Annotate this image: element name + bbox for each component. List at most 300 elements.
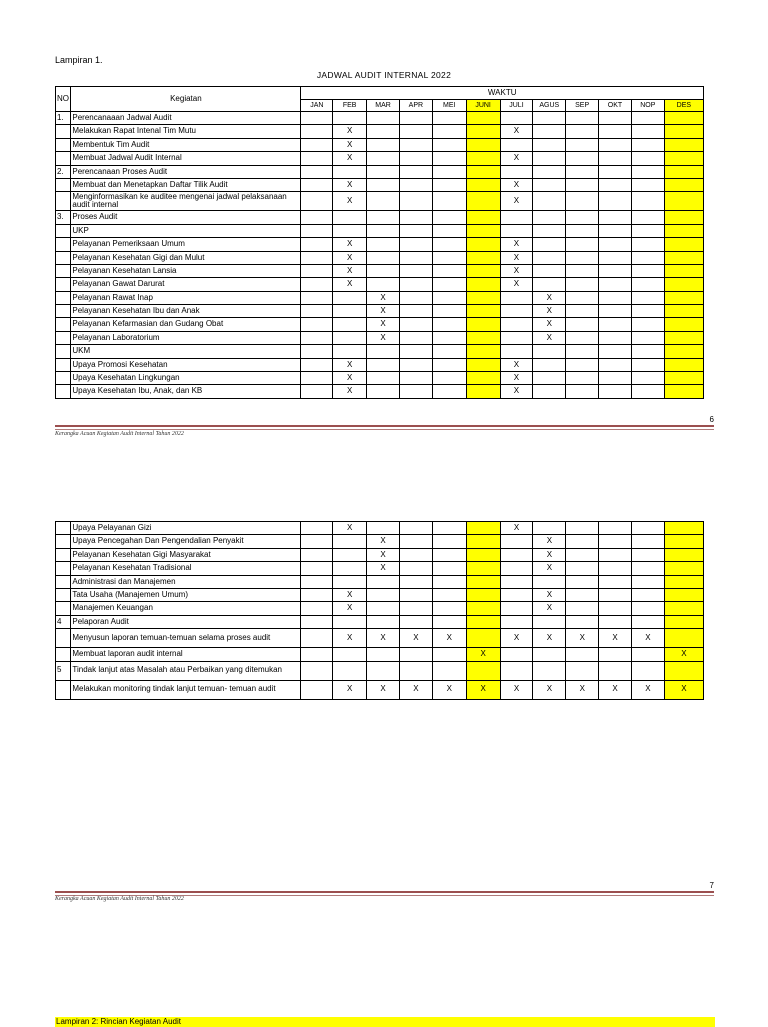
month-cell-mei xyxy=(432,125,466,138)
month-cell-jan xyxy=(301,522,333,535)
month-cell-mei xyxy=(432,535,466,548)
month-cell-feb: X xyxy=(333,192,367,211)
table-row xyxy=(56,264,704,277)
month-cell-juli xyxy=(500,588,533,601)
month-cell-des xyxy=(664,575,703,588)
month-header-nop: NOP xyxy=(631,100,664,112)
month-cell-agus: X xyxy=(533,291,566,304)
month-cell-jan xyxy=(301,112,333,125)
month-cell-okt xyxy=(599,305,632,318)
header-no: NO xyxy=(56,87,71,112)
month-cell-nop xyxy=(631,358,664,371)
month-cell-juli xyxy=(500,211,533,224)
month-cell-okt xyxy=(599,125,632,138)
month-cell-juni xyxy=(466,211,500,224)
month-cell-okt: X xyxy=(599,629,632,648)
month-cell-agus xyxy=(533,278,566,291)
month-cell-mar xyxy=(367,152,400,165)
activity-label: Pelayanan Kesehatan Lansia xyxy=(71,264,301,277)
month-cell-juni xyxy=(466,331,500,344)
month-cell-juli: X xyxy=(500,264,533,277)
month-cell-mar xyxy=(367,224,400,237)
month-cell-des xyxy=(664,251,703,264)
month-cell-des xyxy=(664,331,703,344)
activity-label: Upaya Promosi Kesehatan xyxy=(71,358,301,371)
activity-label: UKM xyxy=(71,345,301,358)
activity-label: Melakukan Rapat Intenal Tim Mutu xyxy=(71,125,301,138)
month-cell-jan xyxy=(301,575,333,588)
month-cell-feb xyxy=(333,165,367,178)
month-cell-juni xyxy=(466,138,500,151)
activity-label: Pelayanan Gawat Darurat xyxy=(71,278,301,291)
month-cell-apr xyxy=(399,548,432,561)
month-cell-mar xyxy=(367,345,400,358)
month-cell-jan xyxy=(301,661,333,680)
month-header-agus: AGUS xyxy=(533,100,566,112)
month-cell-sep xyxy=(566,291,599,304)
month-cell-nop xyxy=(631,318,664,331)
month-cell-nop xyxy=(631,178,664,191)
month-cell-okt xyxy=(599,264,632,277)
month-cell-mei: X xyxy=(432,629,466,648)
month-cell-okt xyxy=(599,535,632,548)
month-cell-mar xyxy=(367,138,400,151)
month-cell-sep xyxy=(566,305,599,318)
month-cell-jan xyxy=(301,178,333,191)
month-cell-des xyxy=(664,224,703,237)
month-cell-des xyxy=(664,264,703,277)
month-cell-mar xyxy=(367,178,400,191)
month-cell-agus xyxy=(533,264,566,277)
month-cell-sep xyxy=(566,385,599,398)
month-cell-feb xyxy=(333,648,367,661)
month-cell-juni xyxy=(466,385,500,398)
month-cell-feb xyxy=(333,562,367,575)
activity-label: Perencanaan Proses Audit xyxy=(71,165,301,178)
month-cell-apr xyxy=(399,345,432,358)
month-cell-agus xyxy=(533,192,566,211)
month-cell-juli: X xyxy=(500,125,533,138)
month-cell-juni xyxy=(466,152,500,165)
month-cell-feb xyxy=(333,291,367,304)
month-cell-sep xyxy=(566,318,599,331)
month-cell-juni xyxy=(466,238,500,251)
month-cell-okt xyxy=(599,165,632,178)
month-cell-mei xyxy=(432,548,466,561)
month-cell-sep xyxy=(566,165,599,178)
header-kegiatan: Kegiatan xyxy=(71,87,301,112)
month-cell-juli xyxy=(500,291,533,304)
month-cell-sep xyxy=(566,178,599,191)
month-cell-des xyxy=(664,358,703,371)
table-row xyxy=(56,291,704,304)
month-cell-mei xyxy=(432,331,466,344)
activity-label: Perencanaaan Jadwal Audit xyxy=(71,112,301,125)
table-row xyxy=(56,251,704,264)
month-cell-mei xyxy=(432,575,466,588)
month-cell-sep xyxy=(566,615,599,628)
row-number xyxy=(56,522,71,535)
month-cell-mar xyxy=(367,385,400,398)
month-cell-apr xyxy=(399,305,432,318)
month-cell-juli xyxy=(500,648,533,661)
activity-label: Pelayanan Laboratorium xyxy=(71,331,301,344)
month-cell-feb: X xyxy=(333,238,367,251)
month-cell-mar xyxy=(367,211,400,224)
month-cell-juli: X xyxy=(500,385,533,398)
month-cell-okt xyxy=(599,238,632,251)
month-cell-mei xyxy=(432,358,466,371)
month-cell-apr xyxy=(399,318,432,331)
month-cell-juni: X xyxy=(466,648,500,661)
month-cell-nop xyxy=(631,138,664,151)
month-cell-apr xyxy=(399,562,432,575)
month-cell-okt xyxy=(599,138,632,151)
month-cell-agus xyxy=(533,385,566,398)
month-cell-jan xyxy=(301,152,333,165)
month-cell-sep xyxy=(566,562,599,575)
month-cell-okt xyxy=(599,385,632,398)
month-cell-okt xyxy=(599,224,632,237)
month-header-apr: APR xyxy=(399,100,432,112)
month-cell-juli: X xyxy=(500,522,533,535)
month-cell-juni xyxy=(466,165,500,178)
month-cell-okt xyxy=(599,548,632,561)
month-cell-feb: X xyxy=(333,152,367,165)
row-number xyxy=(56,575,71,588)
month-cell-apr xyxy=(399,602,432,615)
month-cell-mei xyxy=(432,264,466,277)
month-cell-nop xyxy=(631,251,664,264)
month-cell-sep xyxy=(566,345,599,358)
month-cell-apr xyxy=(399,522,432,535)
month-cell-mar: X xyxy=(367,291,400,304)
month-cell-nop xyxy=(632,602,665,615)
month-cell-feb: X xyxy=(333,522,367,535)
month-cell-agus xyxy=(533,178,566,191)
table-row xyxy=(56,138,704,151)
month-cell-mei xyxy=(432,251,466,264)
month-cell-juli xyxy=(500,331,533,344)
month-cell-agus: X xyxy=(533,305,566,318)
month-cell-sep xyxy=(566,548,599,561)
month-cell-agus: X xyxy=(533,535,566,548)
month-cell-agus: X xyxy=(533,629,566,648)
month-cell-agus: X xyxy=(533,680,566,699)
month-cell-mei xyxy=(432,588,466,601)
month-cell-jan xyxy=(301,125,333,138)
month-cell-okt xyxy=(599,318,632,331)
page-number: 6 xyxy=(709,415,714,424)
month-cell-mei xyxy=(432,238,466,251)
month-header-juni: JUNI xyxy=(466,100,500,112)
table-row xyxy=(56,385,704,398)
month-cell-jan xyxy=(301,165,333,178)
month-cell-sep xyxy=(566,112,599,125)
activity-label: Membuat laporan audit internal xyxy=(71,648,301,661)
month-cell-mar xyxy=(367,238,400,251)
month-cell-agus: X xyxy=(533,548,566,561)
month-cell-des xyxy=(664,602,703,615)
month-header-feb: FEB xyxy=(333,100,367,112)
month-cell-jan xyxy=(301,562,333,575)
row-number xyxy=(56,562,71,575)
month-cell-okt xyxy=(599,522,632,535)
month-cell-nop xyxy=(631,264,664,277)
month-cell-des xyxy=(664,562,703,575)
month-cell-juli xyxy=(500,165,533,178)
month-cell-nop: X xyxy=(632,629,665,648)
month-cell-agus xyxy=(533,238,566,251)
row-number xyxy=(56,588,71,601)
table-row xyxy=(56,224,704,237)
month-cell-jan xyxy=(301,264,333,277)
month-cell-okt xyxy=(599,615,632,628)
month-cell-mar: X xyxy=(367,548,400,561)
month-cell-nop xyxy=(632,535,665,548)
month-cell-mar: X xyxy=(367,318,400,331)
month-cell-mar: X xyxy=(367,629,400,648)
month-cell-agus xyxy=(533,661,566,680)
activity-label: Administrasi dan Manajemen xyxy=(71,575,301,588)
month-cell-mei xyxy=(432,152,466,165)
month-cell-jan xyxy=(301,318,333,331)
table-row xyxy=(56,358,704,371)
table-row xyxy=(56,661,704,680)
row-number xyxy=(56,372,71,385)
month-cell-agus: X xyxy=(533,318,566,331)
month-cell-feb: X xyxy=(333,264,367,277)
month-cell-juni xyxy=(466,192,500,211)
month-cell-sep xyxy=(566,648,599,661)
month-cell-sep: X xyxy=(566,680,599,699)
month-cell-mei xyxy=(432,345,466,358)
table-row xyxy=(56,535,704,548)
month-cell-juli: X xyxy=(500,372,533,385)
month-cell-apr xyxy=(399,238,432,251)
activity-label: Pelayanan Kefarmasian dan Gudang Obat xyxy=(71,318,301,331)
activity-label: Pelayanan Kesehatan Gigi Masyarakat xyxy=(71,548,301,561)
month-cell-nop xyxy=(631,385,664,398)
page-number: 7 xyxy=(709,881,714,890)
month-cell-nop xyxy=(631,112,664,125)
header-waktu: WAKTU xyxy=(301,87,704,100)
month-cell-nop xyxy=(632,575,665,588)
month-cell-juli xyxy=(500,615,533,628)
activity-label: UKP xyxy=(71,224,301,237)
month-cell-feb xyxy=(333,305,367,318)
row-number xyxy=(56,125,71,138)
month-cell-jan xyxy=(301,331,333,344)
month-cell-sep: X xyxy=(566,629,599,648)
month-cell-juni xyxy=(466,575,500,588)
month-cell-des xyxy=(664,385,703,398)
row-number xyxy=(56,224,71,237)
footer-rule xyxy=(55,425,714,430)
table-row xyxy=(56,588,704,601)
month-cell-mar xyxy=(367,661,400,680)
month-cell-nop xyxy=(631,278,664,291)
activity-label: Tata Usaha (Manajemen Umum) xyxy=(71,588,301,601)
row-number xyxy=(56,602,71,615)
month-cell-okt xyxy=(599,178,632,191)
month-cell-apr xyxy=(399,264,432,277)
month-cell-mei xyxy=(432,305,466,318)
month-cell-juli xyxy=(500,602,533,615)
month-cell-mei xyxy=(432,661,466,680)
month-cell-mei xyxy=(432,602,466,615)
month-cell-juli xyxy=(500,562,533,575)
month-cell-feb: X xyxy=(333,680,367,699)
month-cell-apr xyxy=(399,178,432,191)
row-number xyxy=(56,535,71,548)
month-cell-juni xyxy=(466,548,500,561)
row-number xyxy=(56,648,71,661)
month-cell-nop: X xyxy=(632,680,665,699)
month-cell-des xyxy=(664,192,703,211)
activity-label: Membentuk Tim Audit xyxy=(71,138,301,151)
table-row xyxy=(56,318,704,331)
month-cell-juli: X xyxy=(500,629,533,648)
month-cell-juni xyxy=(466,358,500,371)
month-header-mei: MEI xyxy=(432,100,466,112)
activity-label: Membuat dan Menetapkan Daftar Tilik Audit xyxy=(71,178,301,191)
month-cell-sep xyxy=(566,152,599,165)
table-row xyxy=(56,629,704,648)
table-row xyxy=(56,648,704,661)
month-cell-nop xyxy=(631,305,664,318)
month-cell-mar: X xyxy=(367,680,400,699)
month-cell-juli xyxy=(500,345,533,358)
month-cell-jan xyxy=(301,278,333,291)
month-cell-feb: X xyxy=(333,588,367,601)
month-cell-agus xyxy=(533,152,566,165)
month-cell-des xyxy=(664,291,703,304)
month-cell-feb: X xyxy=(333,251,367,264)
month-cell-apr xyxy=(399,385,432,398)
month-cell-des xyxy=(664,278,703,291)
month-header-sep: SEP xyxy=(566,100,599,112)
table-row xyxy=(56,562,704,575)
month-cell-sep xyxy=(566,224,599,237)
row-number xyxy=(56,385,71,398)
month-cell-apr xyxy=(399,224,432,237)
month-cell-agus xyxy=(533,125,566,138)
month-cell-mar xyxy=(367,372,400,385)
month-cell-mar xyxy=(367,615,400,628)
month-cell-nop xyxy=(632,588,665,601)
page-footer: Kerangka Acuan Kegiatan Audit Internal Tahun 2022 xyxy=(55,431,184,437)
month-cell-mar xyxy=(367,165,400,178)
activity-label: Menginformasikan ke auditee mengenai jadwal pelaksanaan audit internal xyxy=(71,192,301,211)
month-cell-mei xyxy=(432,562,466,575)
month-cell-juli xyxy=(500,535,533,548)
month-cell-agus: X xyxy=(533,331,566,344)
month-cell-agus: X xyxy=(533,602,566,615)
month-cell-nop xyxy=(632,562,665,575)
month-cell-mei xyxy=(432,224,466,237)
month-cell-apr xyxy=(399,575,432,588)
row-number: 1. xyxy=(56,112,71,125)
month-cell-jan xyxy=(301,291,333,304)
row-number xyxy=(56,680,71,699)
month-cell-mei xyxy=(432,192,466,211)
row-number xyxy=(56,358,71,371)
month-cell-nop xyxy=(632,522,665,535)
month-cell-apr: X xyxy=(399,629,432,648)
month-cell-juli: X xyxy=(500,251,533,264)
row-number xyxy=(56,264,71,277)
table-row xyxy=(56,345,704,358)
month-cell-apr xyxy=(399,211,432,224)
month-cell-juli xyxy=(500,138,533,151)
month-cell-mar: X xyxy=(367,562,400,575)
month-cell-jan xyxy=(301,602,333,615)
table-row xyxy=(56,192,704,211)
month-cell-nop xyxy=(631,125,664,138)
month-cell-mar xyxy=(367,251,400,264)
row-number xyxy=(56,345,71,358)
month-cell-juni xyxy=(466,305,500,318)
month-cell-apr xyxy=(399,112,432,125)
month-cell-des xyxy=(664,548,703,561)
month-cell-jan xyxy=(301,680,333,699)
month-cell-okt: X xyxy=(599,680,632,699)
month-cell-sep xyxy=(566,535,599,548)
month-cell-jan xyxy=(301,535,333,548)
month-cell-jan xyxy=(301,138,333,151)
month-cell-okt xyxy=(599,588,632,601)
month-cell-apr xyxy=(399,125,432,138)
month-cell-juni xyxy=(466,615,500,628)
month-cell-feb: X xyxy=(333,629,367,648)
activity-label: Menyusun laporan temuan-temuan selama proses audit xyxy=(71,629,301,648)
month-cell-mar xyxy=(367,278,400,291)
activity-label: Manajemen Keuangan xyxy=(71,602,301,615)
month-cell-mar xyxy=(367,602,400,615)
month-cell-sep xyxy=(566,331,599,344)
month-cell-des: X xyxy=(664,680,703,699)
month-cell-okt xyxy=(599,112,632,125)
month-cell-juli xyxy=(500,224,533,237)
activity-label: Tindak lanjut atas Masalah atau Perbaikan yang ditemukan xyxy=(71,661,301,680)
month-cell-jan xyxy=(301,238,333,251)
month-cell-mei xyxy=(432,318,466,331)
month-cell-mar xyxy=(367,648,400,661)
month-cell-feb: X xyxy=(333,602,367,615)
month-cell-apr xyxy=(399,648,432,661)
month-cell-mar xyxy=(367,588,400,601)
month-cell-juli: X xyxy=(500,680,533,699)
month-cell-sep xyxy=(566,575,599,588)
month-cell-okt xyxy=(599,331,632,344)
month-cell-feb xyxy=(333,224,367,237)
month-cell-nop xyxy=(631,238,664,251)
row-number xyxy=(56,178,71,191)
month-cell-agus xyxy=(533,615,566,628)
month-cell-mei xyxy=(432,385,466,398)
month-cell-mar xyxy=(367,112,400,125)
month-cell-feb xyxy=(333,345,367,358)
month-cell-apr: X xyxy=(399,680,432,699)
row-number xyxy=(56,318,71,331)
table-row xyxy=(56,305,704,318)
month-cell-mar: X xyxy=(367,331,400,344)
month-cell-des xyxy=(664,125,703,138)
table-row xyxy=(56,112,704,125)
month-cell-mei xyxy=(432,615,466,628)
activity-label: Membuat Jadwal Audit Internal xyxy=(71,152,301,165)
